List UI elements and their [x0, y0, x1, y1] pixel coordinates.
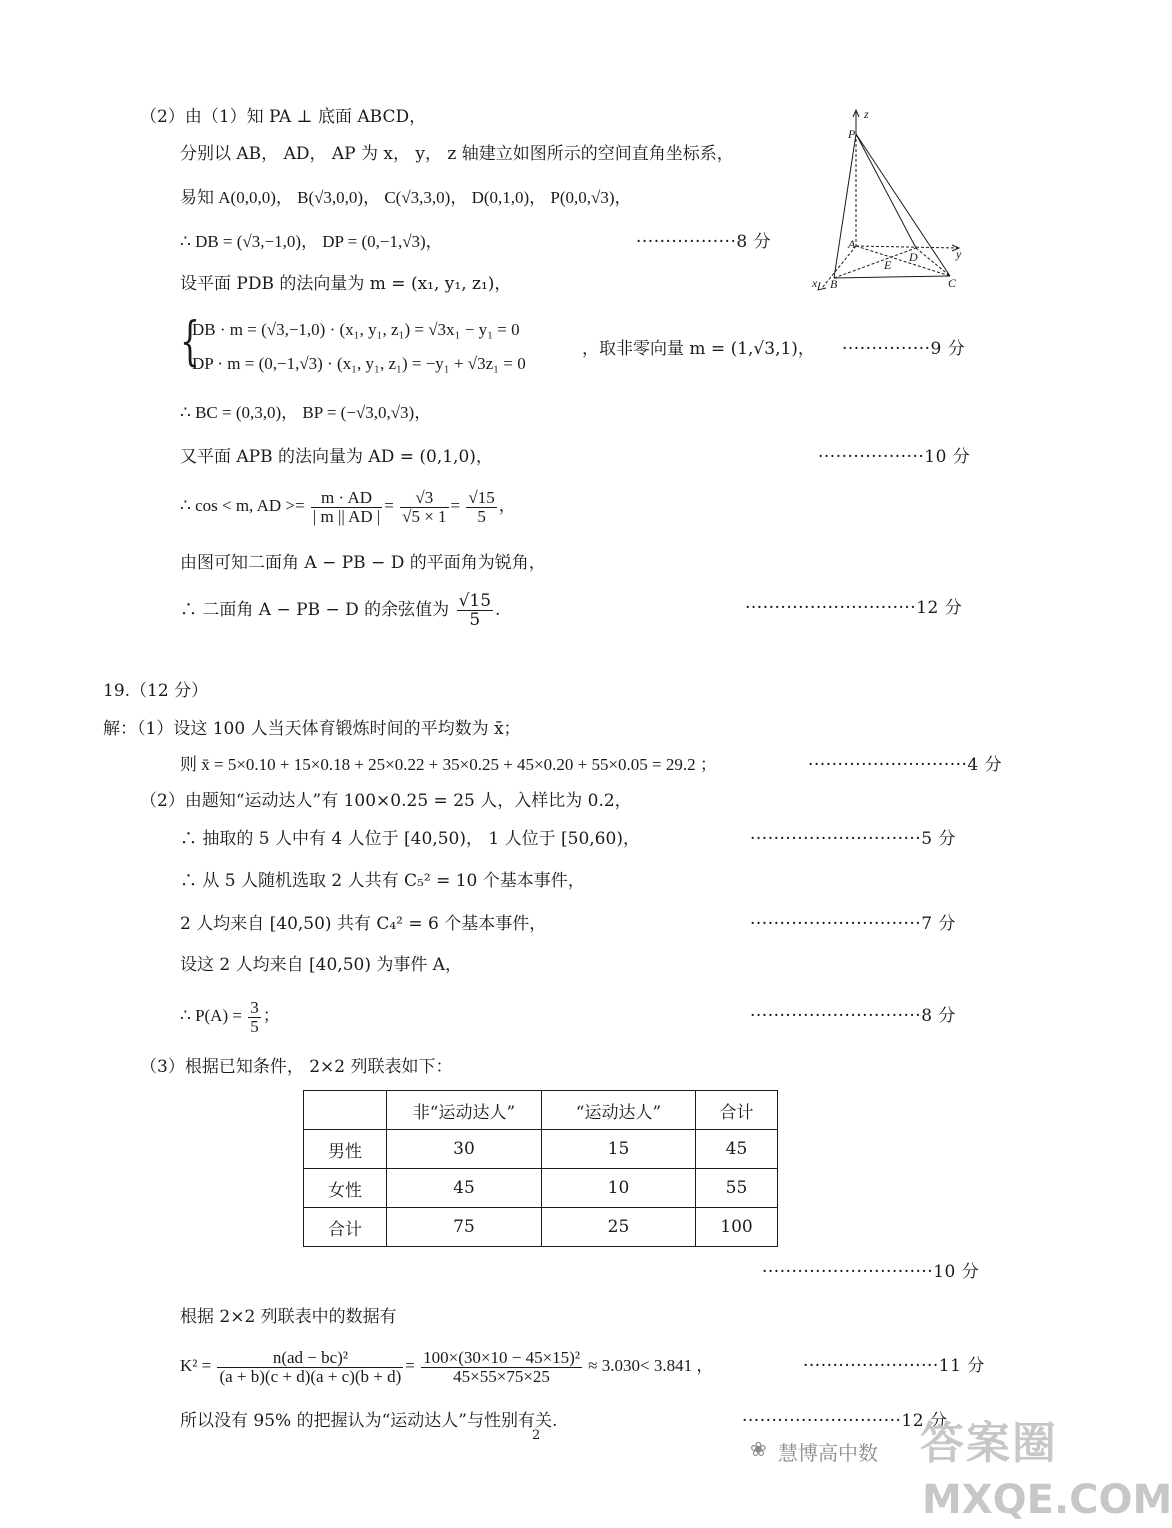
edge-pc [856, 134, 950, 276]
chi-square-formula: K² = $\frac{\text{n(ad − bc)²}}{(a + b)(c + d)(a + c)(b + d)}$ = $\frac{\text{100×(30×10 − 45×15)²}}{45\times 55\times 75\times 25}$ ≈ 3.030< 3.841 ， [180, 1347, 714, 1386]
table-cell: 30 [387, 1130, 542, 1169]
prob-prefix: ∴ P(A) = [180, 1006, 242, 1025]
cos-prefix: ∴ cos < m, AD >= [180, 496, 305, 515]
page-number: 2 [532, 1428, 541, 1443]
prob-post: ； [262, 1006, 280, 1025]
score-7: ·····························7 分 [750, 914, 956, 934]
edge-dc [916, 248, 950, 276]
probability-result [180, 996, 280, 1036]
table-cell: 男性 [304, 1130, 387, 1169]
event-a-definition: 设这 2 人均来自 [40,50) 为事件 A， [180, 955, 463, 975]
score-5: ·····························5 分 [750, 829, 956, 849]
watermark-channel: 慧博高中数 [778, 1441, 878, 1465]
table-row [304, 1169, 778, 1208]
edge-pb [834, 134, 856, 278]
k2-fraction-1 [217, 1349, 403, 1386]
table-cell: 10 [542, 1169, 696, 1208]
k2-f2-num: 100×(30×10 − 45×15)² [423, 1347, 580, 1367]
system-eq1: DB · m = (√3,−1,0) · (x₁, y₁, z₁) = √3x₁ − y₁ = 0 [192, 320, 520, 339]
score-10: ··················10 分 [818, 447, 971, 467]
cos-formula: ∴ cos < m, AD >= $\frac{m \cdot AD}{| m || AD |}$ = $\frac{√3}{√5 \times 1}$ = $\frac{√15}{5}$ ， [180, 487, 516, 526]
table-cell: 25 [542, 1208, 696, 1247]
chi-square-intro: 根据 2×2 列联表中的数据有 [180, 1307, 397, 1327]
label-x: x [812, 276, 818, 290]
score-12b: ···························12 分 [742, 1411, 948, 1431]
cos-f2-den: √5 × 1 [402, 506, 447, 526]
watermark-logo: 答案圈 [920, 1418, 1058, 1469]
watermark [720, 1405, 1172, 1528]
k2-fraction-2 [421, 1349, 582, 1386]
part2-intro: （2）由（1）知 PA ⊥ 底面 ABCD， [140, 107, 427, 127]
cos-result-prefix: ∴ 二面角 A − PB − D 的余弦值为 [180, 600, 450, 620]
table-header-cell: 合计 [696, 1091, 778, 1130]
table-header-row [304, 1091, 778, 1130]
k2-f1-den: (a + b)(c + d)(a + c)(b + d) [219, 1366, 402, 1386]
cos-result-num: √15 [458, 591, 492, 611]
score-12: ·····························12 分 [745, 598, 963, 618]
k2-prefix: K² = [180, 1356, 212, 1375]
vectors-bc-bp: ∴ BC = (0,3,0)， BP = (−√3,0,√3)， [180, 403, 432, 422]
table-cell: 100 [696, 1208, 778, 1247]
normal-vector-intro: 设平面 PDB 的法向量为 m = (x₁, y₁, z₁)， [180, 274, 512, 294]
basic-events-favorable: 2 人均来自 [40,50) 共有 C₄² = 6 个基本事件， [180, 914, 547, 934]
table-cell: 女性 [304, 1169, 387, 1208]
label-b: B [830, 277, 838, 291]
table-header-cell: “运动达人” [542, 1091, 696, 1130]
y-axis [856, 246, 958, 248]
vectors-db-dp: ∴ DB = (√3,−1,0)， DP = (0,−1,√3)， [180, 232, 443, 251]
cos-result-den: 5 [469, 610, 481, 630]
cos-fraction-2 [400, 489, 448, 526]
k2-result: ≈ 3.030< 3.841 ， [588, 1356, 714, 1375]
x-axis [822, 246, 856, 288]
wechat-icon: ❀ [750, 1437, 767, 1461]
cos-f3-den: 5 [477, 506, 486, 526]
cos-f2-num: √3 [400, 489, 448, 508]
label-a: A [848, 237, 856, 251]
prob-den: 5 [250, 1016, 259, 1036]
watermark-site: MXQE.COM [922, 1477, 1172, 1523]
label-z: z [864, 107, 869, 121]
cos-fraction-1 [311, 489, 382, 526]
label-d: D [909, 250, 918, 264]
conclusion-text: 所以没有 95% 的把握认为“运动达人”与性别有关. [180, 1411, 558, 1431]
table-cell: 55 [696, 1169, 778, 1208]
score-8: ·················8 分 [636, 232, 772, 252]
prob-num: 3 [250, 997, 259, 1017]
q19-part2: （2）由题知“运动达人”有 100×0.25 = 25 人，入样比为 0.2， [140, 791, 632, 811]
label-p: P [848, 127, 856, 141]
table-header-cell [304, 1091, 387, 1130]
contingency-table [303, 1090, 778, 1247]
score-11: ·······················11 分 [803, 1356, 985, 1376]
plane-apb-normal: 又平面 APB 的法向量为 AD = (0,1,0)， [180, 447, 493, 467]
table-cell: 合计 [304, 1208, 387, 1247]
points-text: 易知 A(0,0,0)， B(√3,0,0)， C(√3,3,0)， D(0,1,0)， P(0,0,√3)， [180, 188, 632, 207]
cos-f1-num: m · AD [311, 489, 382, 508]
table-cell: 15 [542, 1130, 696, 1169]
coord-system-text: 分别以 AB， AD， AP 为 x， y， z 轴建立如图所示的空间直角坐标系， [180, 144, 734, 164]
score-10b: ·····························10 分 [762, 1262, 980, 1282]
basic-events-total: ∴ 从 5 人随机选取 2 人共有 C₅² = 10 个基本事件， [180, 871, 585, 891]
q19-part3: （3）根据已知条件， 2×2 列联表如下： [140, 1057, 453, 1077]
system-eq2: DP · m = (0,−1,√3) · (x₁, y₁, z₁) = −y₁ + √3z₁ = 0 [192, 354, 526, 373]
x-axis-arrow [818, 282, 826, 290]
system-brace: { [180, 312, 200, 372]
q19-heading: 19.（12 分） [103, 681, 209, 701]
cos-result: ∴ 二面角 A − PB − D 的余弦值为 $\frac{√15}{5}$ . [180, 591, 501, 630]
cos-f1-den: | m || AD | [312, 506, 381, 526]
table-cell: 45 [387, 1169, 542, 1208]
cos-result-fraction [457, 592, 493, 629]
score-8b: ·····························8 分 [750, 1006, 956, 1026]
prob-fraction [248, 999, 261, 1036]
k2-f1-num: n(ad − bc)² [217, 1349, 403, 1368]
diagonal-ac [856, 246, 950, 276]
label-y: y [956, 247, 962, 261]
table-row [304, 1130, 778, 1169]
pyramid-figure [808, 106, 978, 296]
label-e: E [884, 258, 892, 272]
q19-part1: 解：（1）设这 100 人当天体育锻炼时间的平均数为 x̄； [103, 719, 521, 739]
table-cell: 45 [696, 1130, 778, 1169]
acute-angle-text: 由图可知二面角 A − PB − D 的平面角为锐角， [180, 553, 546, 573]
label-c: C [948, 276, 957, 290]
system-tail: ，取非零向量 m = (1,√3,1)， [582, 339, 815, 359]
sampling-text: ∴ 抽取的 5 人中有 4 人位于 [40,50)， 1 人位于 [50,60)， [180, 829, 640, 849]
mean-calculation: 则 x̄ = 5×0.10 + 15×0.18 + 25×0.22 + 35×0.25 + 45×0.20 + 55×0.05 = 29.2 ； [180, 755, 717, 774]
edge-bc [834, 276, 950, 278]
cos-fraction-3 [466, 489, 496, 526]
table-cell: 75 [387, 1208, 542, 1247]
score-4: ···························4 分 [808, 755, 1003, 775]
table-header-cell: 非“运动达人” [387, 1091, 542, 1130]
score-9: ···············9 分 [842, 339, 966, 359]
cos-f3-num: √15 [468, 487, 495, 507]
edge-pd [856, 134, 916, 248]
table-row [304, 1208, 778, 1247]
k2-f2-den: 45×55×75×25 [453, 1366, 550, 1386]
